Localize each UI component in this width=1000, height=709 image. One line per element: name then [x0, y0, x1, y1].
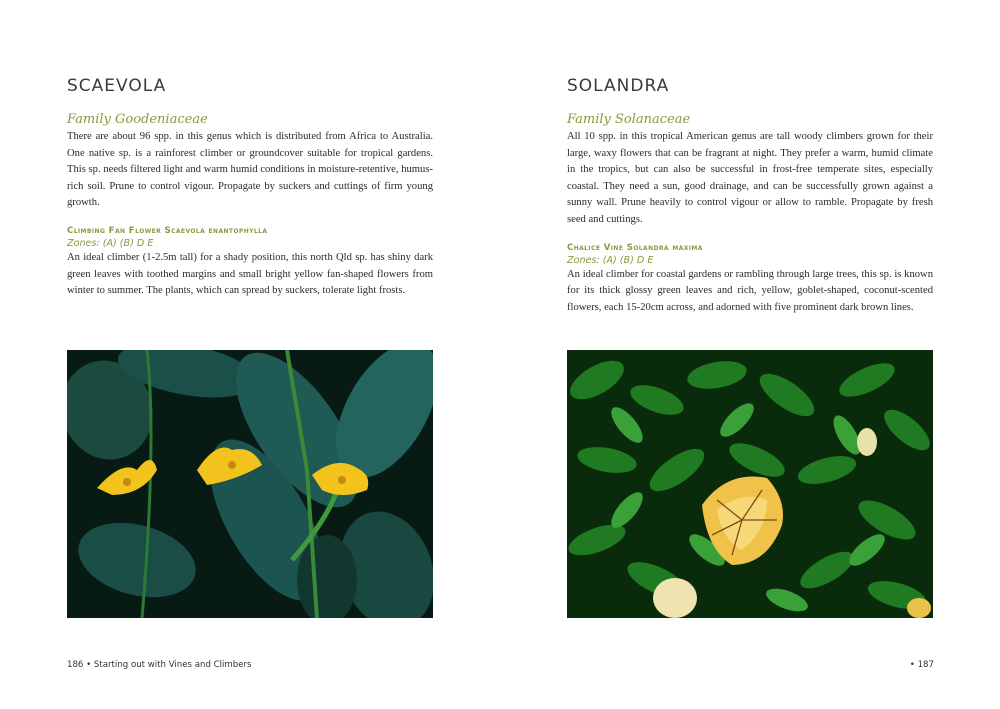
scaevola-photo-illustration [67, 350, 433, 618]
species-heading: Chalice Vine Solandra maxima [567, 242, 703, 253]
species-heading: Climbing Fan Flower Scaevola enantophylla [67, 225, 268, 236]
species-description: An ideal climber for coastal gardens or rambling through large trees, this sp. is known for its thick glossy green leaves and rich, yellow, goblet-shaped, coconut-scented flowers, each 15-20cm across, and adorned with five prominent dark brown lines. [567, 268, 933, 313]
genus-intro: All 10 spp. in this tropical American genus are tall woody climbers grown for their large, waxy flowers that can be fragrant at night. They prefer a warm, humid climate in the tropics, but can also be successful in frost-free temperate sites, especially coastal. They need a sun, good drainage, and can be successfully grown against a sunny wall. Prune heavily to control vigour or allow to ramble. Propagate by fresh seed and cuttings. [567, 131, 933, 225]
right-column [567, 76, 933, 316]
scaevola-photo [67, 350, 433, 618]
page-footer: 186 • Starting out with Vines and Climbers [67, 660, 252, 670]
genus-intro: There are about 96 spp. in this genus which is distributed from Africa to Australia. One native sp. is a rainforest climber or groundcover suitable for tropical gardens. This sp. needs filtered light and warm humid conditions in moisture-retentive, humus-rich soil. Prune to control vigour. Propagate by suckers and cuttings of firm young growth. [67, 131, 433, 209]
zones-label: Zones: (A) (B) D E [67, 237, 154, 249]
family-name: Family Solanaceae [567, 112, 691, 127]
zones-label: Zones: (A) (B) D E [567, 254, 654, 266]
genus-title: SCAEVOLA [67, 76, 167, 96]
page-footer: • 187 [909, 660, 934, 670]
right-page [500, 0, 1000, 709]
family-name: Family Goodeniaceae [67, 112, 208, 127]
genus-title: SOLANDRA [567, 76, 670, 96]
solandra-photo-illustration [567, 350, 933, 618]
species-description: An ideal climber (1-2.5m tall) for a shady position, this north Qld sp. has shiny dark green leaves with toothed margins and small bright yellow fan-shaped flowers from winter to summer. The plants, which can spread by suckers, tolerate light frosts. [67, 251, 433, 297]
solandra-photo [567, 350, 933, 618]
left-column [67, 76, 433, 300]
